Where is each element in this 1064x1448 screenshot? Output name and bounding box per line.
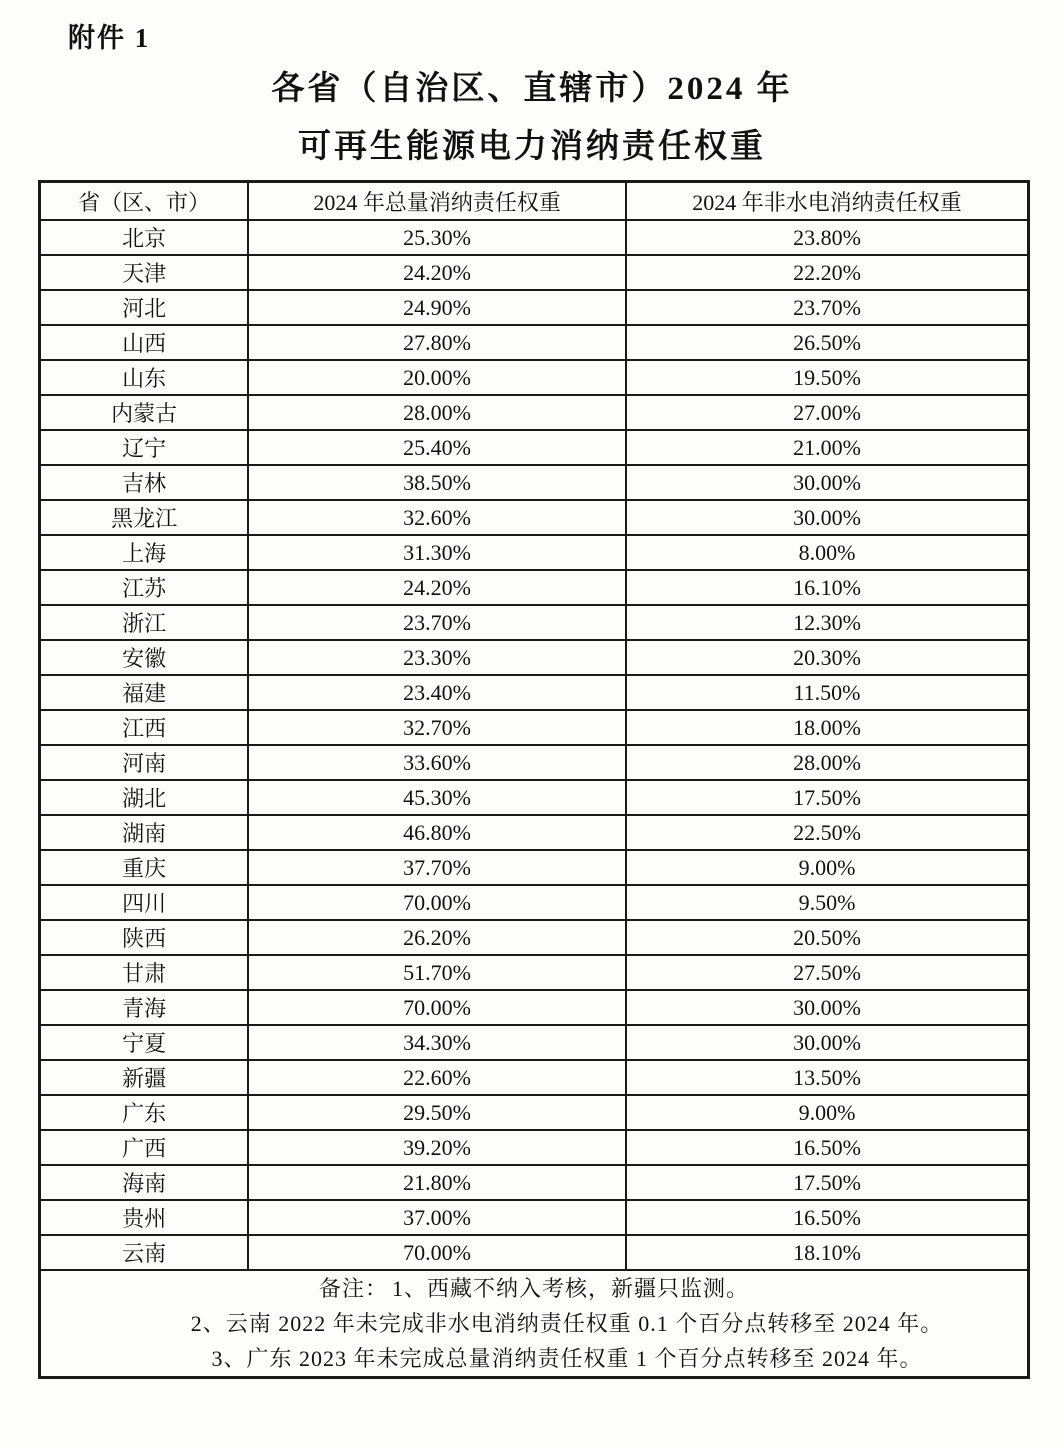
- total-weight-cell: 25.40%: [248, 430, 626, 465]
- nonhydro-weight-cell: 16.10%: [626, 570, 1029, 605]
- province-cell: 浙江: [40, 605, 249, 640]
- nonhydro-weight-cell: 9.00%: [626, 850, 1029, 885]
- total-weight-cell: 25.30%: [248, 220, 626, 255]
- col-header-province: 省（区、市）: [40, 182, 249, 221]
- table-row: [40, 990, 1029, 1025]
- province-cell: 云南: [40, 1235, 249, 1270]
- note-line-1: [41, 1271, 1027, 1306]
- province-cell: 江西: [40, 710, 249, 745]
- province-cell: 陕西: [40, 920, 249, 955]
- total-weight-cell: 39.20%: [248, 1130, 626, 1165]
- total-weight-cell: 21.80%: [248, 1165, 626, 1200]
- nonhydro-weight-cell: 16.50%: [626, 1200, 1029, 1235]
- table-row: [40, 955, 1029, 990]
- table-row: [40, 325, 1029, 360]
- total-weight-cell: 32.60%: [248, 500, 626, 535]
- document-title-line1: 各省（自治区、直辖市）2024 年: [271, 71, 793, 107]
- table-row: [40, 1200, 1029, 1235]
- province-cell: 宁夏: [40, 1025, 249, 1060]
- province-cell: 吉林: [40, 465, 249, 500]
- total-weight-cell: 24.90%: [248, 290, 626, 325]
- total-weight-cell: 38.50%: [248, 465, 626, 500]
- table-row: [40, 780, 1029, 815]
- nonhydro-weight-cell: 13.50%: [626, 1060, 1029, 1095]
- nonhydro-weight-cell: 17.50%: [626, 1165, 1029, 1200]
- table-row: [40, 1025, 1029, 1060]
- province-cell: 北京: [40, 220, 249, 255]
- total-weight-cell: 28.00%: [248, 395, 626, 430]
- nonhydro-weight-cell: 20.30%: [626, 640, 1029, 675]
- document-title-line2: 可再生能源电力消纳责任权重: [298, 129, 766, 165]
- province-cell: 辽宁: [40, 430, 249, 465]
- table-row: [40, 815, 1029, 850]
- province-cell: 福建: [40, 675, 249, 710]
- total-weight-cell: 23.70%: [248, 605, 626, 640]
- table-row: [40, 850, 1029, 885]
- header-row: [40, 182, 1029, 221]
- nonhydro-weight-cell: 9.50%: [626, 885, 1029, 920]
- nonhydro-weight-cell: 20.50%: [626, 920, 1029, 955]
- total-weight-cell: 23.40%: [248, 675, 626, 710]
- nonhydro-weight-cell: 21.00%: [626, 430, 1029, 465]
- nonhydro-weight-cell: 23.80%: [626, 220, 1029, 255]
- table-row: [40, 1095, 1029, 1130]
- total-weight-cell: 45.30%: [248, 780, 626, 815]
- nonhydro-weight-cell: 18.00%: [626, 710, 1029, 745]
- nonhydro-weight-cell: 9.00%: [626, 1095, 1029, 1130]
- table-row: [40, 1165, 1029, 1200]
- total-weight-cell: 22.60%: [248, 1060, 626, 1095]
- nonhydro-weight-cell: 11.50%: [626, 675, 1029, 710]
- notes-label: 备注：: [318, 1276, 388, 1301]
- province-cell: 新疆: [40, 1060, 249, 1095]
- nonhydro-weight-cell: 23.70%: [626, 290, 1029, 325]
- nonhydro-weight-cell: 22.20%: [626, 255, 1029, 290]
- nonhydro-weight-cell: 30.00%: [626, 465, 1029, 500]
- nonhydro-weight-cell: 27.50%: [626, 955, 1029, 990]
- note-3: 3、广东 2023 年未完成总量消纳责任权重 1 个百分点转移至 2024 年。: [211, 1346, 923, 1371]
- table-row: [40, 360, 1029, 395]
- nonhydro-weight-cell: 26.50%: [626, 325, 1029, 360]
- nonhydro-weight-cell: 28.00%: [626, 745, 1029, 780]
- province-cell: 广西: [40, 1130, 249, 1165]
- attachment-label: 附件 1: [68, 23, 151, 53]
- notes-cell: [40, 1270, 1029, 1378]
- weights-table: [38, 180, 1030, 1379]
- nonhydro-weight-cell: 22.50%: [626, 815, 1029, 850]
- table-row: [40, 710, 1029, 745]
- table-row: [40, 465, 1029, 500]
- table-row: [40, 1060, 1029, 1095]
- col-header-nonhydro-weight: 2024 年非水电消纳责任权重: [626, 182, 1029, 221]
- notes-row: [40, 1270, 1029, 1378]
- total-weight-cell: 51.70%: [248, 955, 626, 990]
- nonhydro-weight-cell: 30.00%: [626, 500, 1029, 535]
- table-row: [40, 535, 1029, 570]
- col-header-total-weight: 2024 年总量消纳责任权重: [248, 182, 626, 221]
- total-weight-cell: 46.80%: [248, 815, 626, 850]
- nonhydro-weight-cell: 16.50%: [626, 1130, 1029, 1165]
- province-cell: 天津: [40, 255, 249, 290]
- table-row: [40, 885, 1029, 920]
- table-row: [40, 1130, 1029, 1165]
- province-cell: 湖南: [40, 815, 249, 850]
- province-cell: 广东: [40, 1095, 249, 1130]
- table-row: [40, 920, 1029, 955]
- province-cell: 山东: [40, 360, 249, 395]
- province-cell: 四川: [40, 885, 249, 920]
- province-cell: 河南: [40, 745, 249, 780]
- total-weight-cell: 24.20%: [248, 570, 626, 605]
- table-row: [40, 395, 1029, 430]
- nonhydro-weight-cell: 8.00%: [626, 535, 1029, 570]
- nonhydro-weight-cell: 18.10%: [626, 1235, 1029, 1270]
- total-weight-cell: 29.50%: [248, 1095, 626, 1130]
- note-2: 2、云南 2022 年未完成非水电消纳责任权重 0.1 个百分点转移至 2024 年。: [190, 1311, 944, 1336]
- total-weight-cell: 27.80%: [248, 325, 626, 360]
- total-weight-cell: 31.30%: [248, 535, 626, 570]
- note-1: 1、西藏不纳入考核，新疆只监测。: [392, 1276, 750, 1301]
- province-cell: 甘肃: [40, 955, 249, 990]
- table-row: [40, 570, 1029, 605]
- nonhydro-weight-cell: 30.00%: [626, 1025, 1029, 1060]
- total-weight-cell: 70.00%: [248, 1235, 626, 1270]
- province-cell: 河北: [40, 290, 249, 325]
- nonhydro-weight-cell: 30.00%: [626, 990, 1029, 1025]
- province-cell: 安徽: [40, 640, 249, 675]
- total-weight-cell: 33.60%: [248, 745, 626, 780]
- table-row: [40, 675, 1029, 710]
- table-row: [40, 1235, 1029, 1270]
- total-weight-cell: 70.00%: [248, 990, 626, 1025]
- total-weight-cell: 70.00%: [248, 885, 626, 920]
- province-cell: 青海: [40, 990, 249, 1025]
- total-weight-cell: 20.00%: [248, 360, 626, 395]
- total-weight-cell: 24.20%: [248, 255, 626, 290]
- province-cell: 重庆: [40, 850, 249, 885]
- province-cell: 上海: [40, 535, 249, 570]
- nonhydro-weight-cell: 12.30%: [626, 605, 1029, 640]
- title-block: [0, 0, 1064, 176]
- province-cell: 海南: [40, 1165, 249, 1200]
- table-row: [40, 500, 1029, 535]
- province-cell: 山西: [40, 325, 249, 360]
- total-weight-cell: 37.00%: [248, 1200, 626, 1235]
- province-cell: 内蒙古: [40, 395, 249, 430]
- total-weight-cell: 26.20%: [248, 920, 626, 955]
- total-weight-cell: 23.30%: [248, 640, 626, 675]
- province-cell: 黑龙江: [40, 500, 249, 535]
- total-weight-cell: 37.70%: [248, 850, 626, 885]
- table-row: [40, 255, 1029, 290]
- table-row: [40, 745, 1029, 780]
- nonhydro-weight-cell: 17.50%: [626, 780, 1029, 815]
- province-cell: 湖北: [40, 780, 249, 815]
- nonhydro-weight-cell: 27.00%: [626, 395, 1029, 430]
- table-row: [40, 430, 1029, 465]
- table-row: [40, 290, 1029, 325]
- total-weight-cell: 32.70%: [248, 710, 626, 745]
- province-cell: 江苏: [40, 570, 249, 605]
- table-row: [40, 220, 1029, 255]
- table-row: [40, 605, 1029, 640]
- province-cell: 贵州: [40, 1200, 249, 1235]
- nonhydro-weight-cell: 19.50%: [626, 360, 1029, 395]
- total-weight-cell: 34.30%: [248, 1025, 626, 1060]
- table-row: [40, 640, 1029, 675]
